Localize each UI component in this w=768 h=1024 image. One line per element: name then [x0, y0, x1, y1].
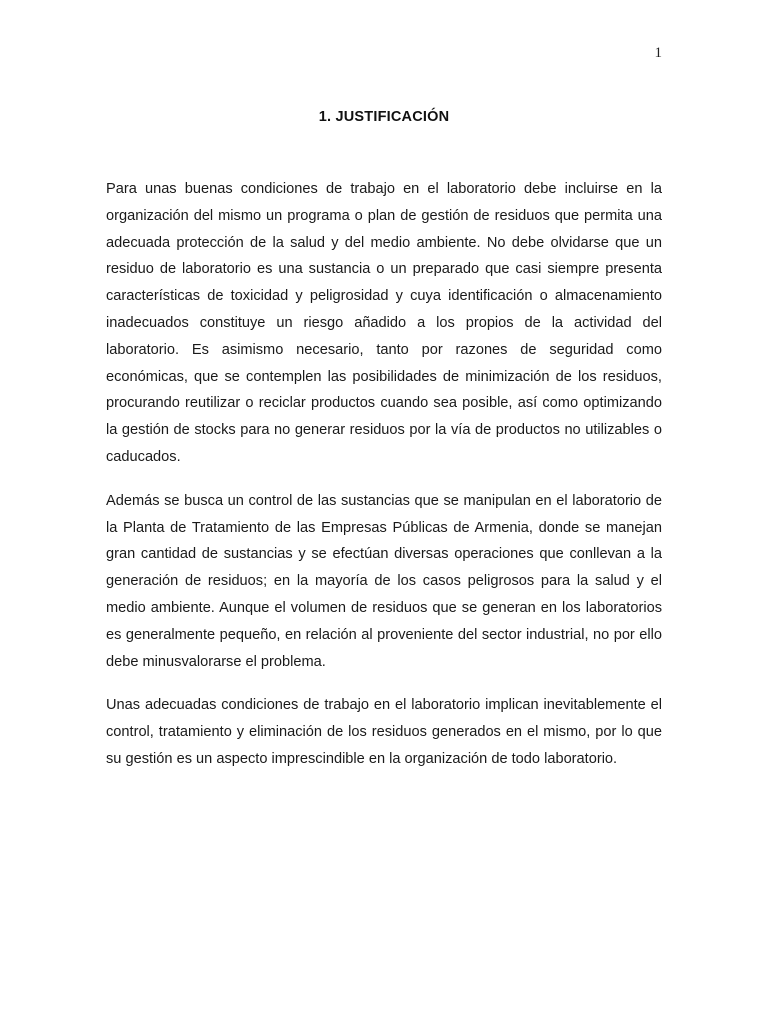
paragraph-1: Para unas buenas condiciones de trabajo en el laboratorio debe incluirse en la organización del mismo un programa o plan de gestión de residuos que permita una adecuada protección de la salud y del medio ambiente. No debe olvidarse que un residuo de laboratorio es una sustancia o un preparado que casi siempre presenta características de toxicidad y peligrosidad y cuya identificación o almacenamiento inadecuados constituye un riesgo añadido a los propios de la actividad del laboratorio. Es asimismo necesario, tanto por razones de seguridad como económicas, que se contemplen las posibilidades de minimización de los residuos, procurando reutilizar o reciclar productos cuando sea posible, así como optimizando la gestión de stocks para no generar residuos por la vía de productos no utilizables o caducados. [106, 181, 662, 465]
paragraph-3: Unas adecuadas condiciones de trabajo en el laboratorio implican inevitablemente el control, tratamiento y eliminación de los residuos generados en el mismo, por lo que su gestión es un aspecto imprescindible en la organización de todo laboratorio. [106, 697, 662, 767]
section-heading: 1. JUSTIFICACIÓN [318, 109, 450, 125]
page-number: 1 [654, 45, 662, 61]
paragraph-2: Además se busca un control de las sustancias que se manipulan en el laboratorio de la Planta de Tratamiento de las Empresas Públicas de Armenia, donde se manejan gran cantidad de sustancias y se efectúan diversas operaciones que conllevan a la generación de residuos; en la mayoría de los casos peligrosos para la salud y el medio ambiente. Aunque el volumen de residuos que se generan en los laboratorios es generalmente pequeño, en relación al proveniente del sector industrial, no por ello debe minusvalorarse el problema. [106, 492, 662, 670]
section-body [106, 176, 662, 790]
